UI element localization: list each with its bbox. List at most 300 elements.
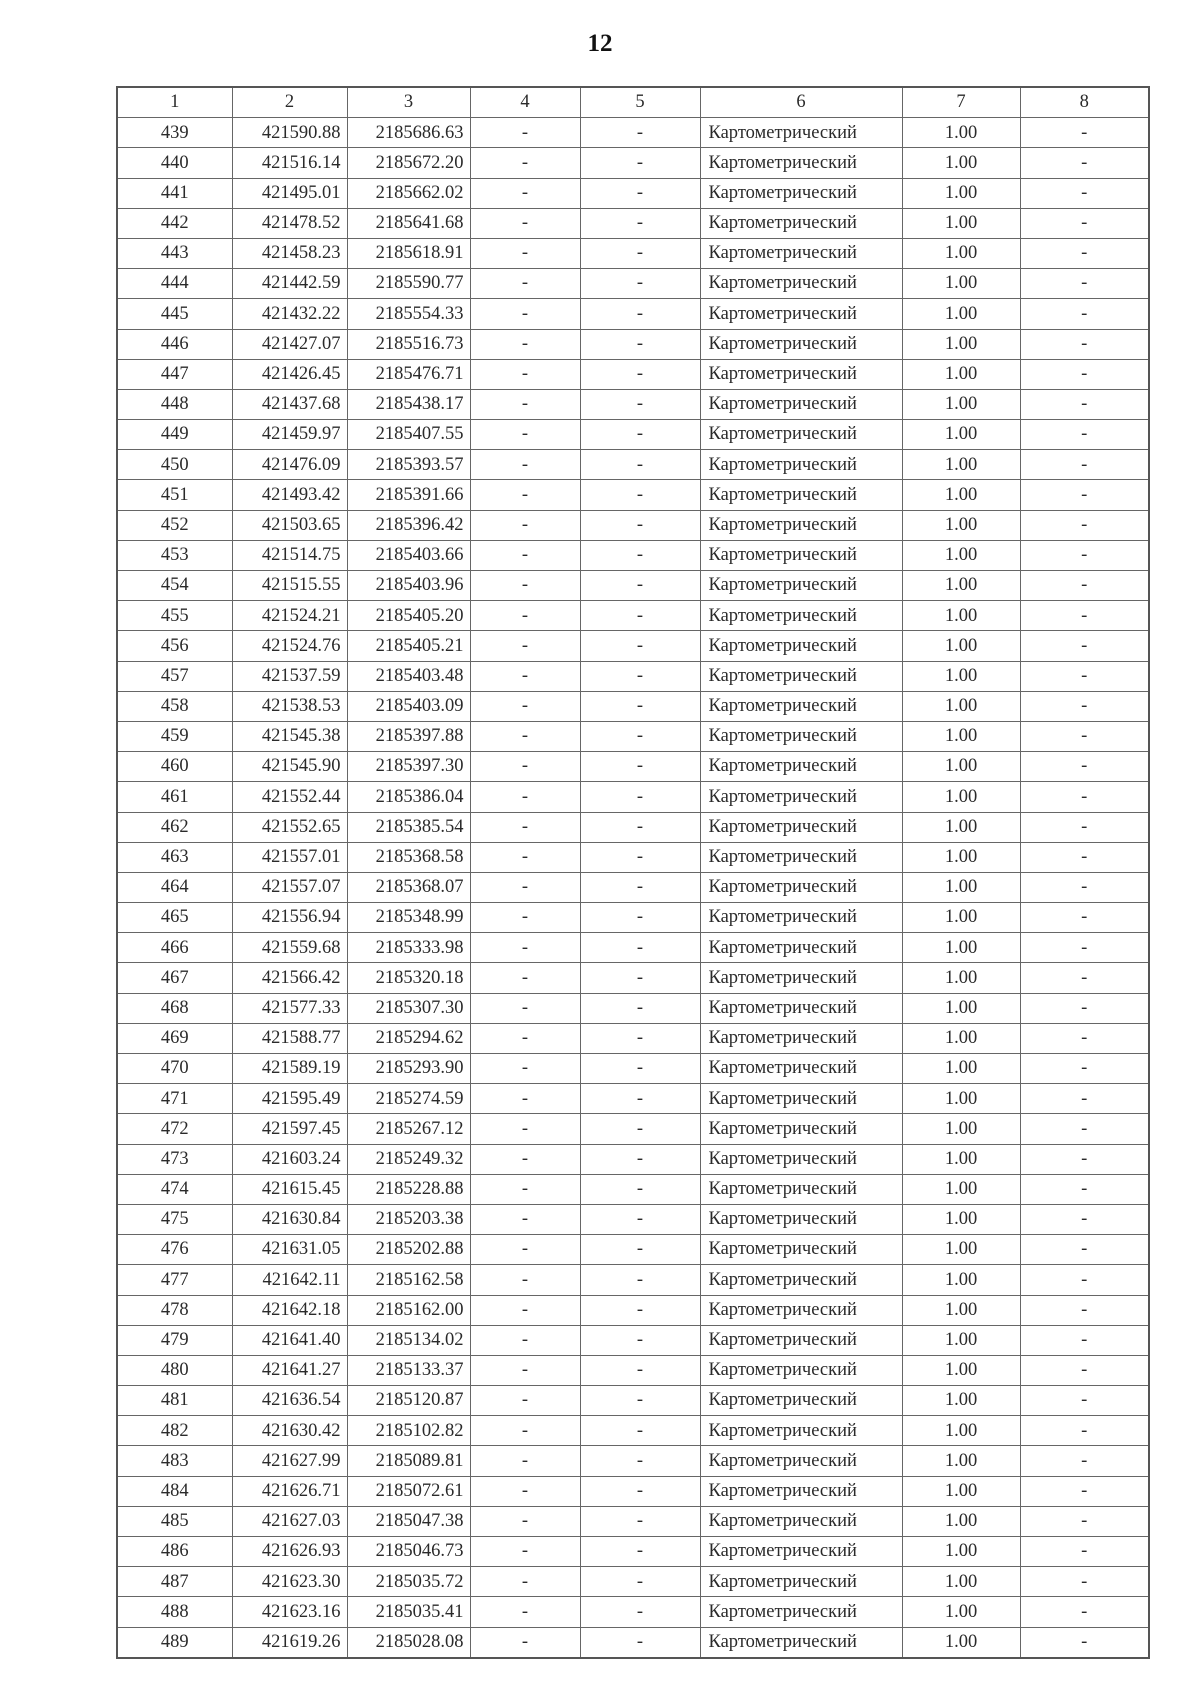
cell-method: Картометрический	[700, 1476, 902, 1506]
cell-col-4: -	[470, 963, 580, 993]
cell-y-coordinate: 2185202.88	[347, 1235, 470, 1265]
cell-accuracy: 1.00	[902, 1265, 1020, 1295]
cell-x-coordinate: 421552.44	[232, 782, 347, 812]
header-x-coordinate: 2	[232, 87, 347, 118]
cell-y-coordinate: 2185120.87	[347, 1386, 470, 1416]
table-row	[117, 812, 1149, 842]
cell-col-4: -	[470, 842, 580, 872]
cell-y-coordinate: 2185396.42	[347, 510, 470, 540]
cell-point-number: 459	[117, 721, 232, 751]
cell-col-8: -	[1020, 963, 1149, 993]
cell-x-coordinate: 421557.01	[232, 842, 347, 872]
cell-col-8: -	[1020, 1446, 1149, 1476]
cell-col-8: -	[1020, 1235, 1149, 1265]
cell-point-number: 463	[117, 842, 232, 872]
cell-col-8: -	[1020, 510, 1149, 540]
cell-x-coordinate: 421524.76	[232, 631, 347, 661]
cell-col-5: -	[580, 510, 700, 540]
cell-col-5: -	[580, 1084, 700, 1114]
cell-point-number: 468	[117, 993, 232, 1023]
cell-col-4: -	[470, 480, 580, 510]
cell-accuracy: 1.00	[902, 1537, 1020, 1567]
cell-y-coordinate: 2185590.77	[347, 269, 470, 299]
cell-x-coordinate: 421595.49	[232, 1084, 347, 1114]
cell-col-5: -	[580, 1295, 700, 1325]
cell-accuracy: 1.00	[902, 691, 1020, 721]
cell-accuracy: 1.00	[902, 721, 1020, 751]
cell-y-coordinate: 2185320.18	[347, 963, 470, 993]
cell-col-8: -	[1020, 872, 1149, 902]
cell-col-8: -	[1020, 1265, 1149, 1295]
cell-method: Картометрический	[700, 1355, 902, 1385]
cell-method: Картометрический	[700, 1114, 902, 1144]
cell-x-coordinate: 421641.40	[232, 1325, 347, 1355]
cell-y-coordinate: 2185403.66	[347, 540, 470, 570]
cell-accuracy: 1.00	[902, 1204, 1020, 1234]
cell-col-8: -	[1020, 269, 1149, 299]
cell-x-coordinate: 421432.22	[232, 299, 347, 329]
cell-col-5: -	[580, 1476, 700, 1506]
cell-col-8: -	[1020, 1416, 1149, 1446]
cell-col-5: -	[580, 963, 700, 993]
cell-y-coordinate: 2185368.58	[347, 842, 470, 872]
cell-col-5: -	[580, 540, 700, 570]
cell-method: Картометрический	[700, 1174, 902, 1204]
cell-x-coordinate: 421589.19	[232, 1054, 347, 1084]
cell-x-coordinate: 421515.55	[232, 571, 347, 601]
cell-point-number: 465	[117, 903, 232, 933]
cell-accuracy: 1.00	[902, 903, 1020, 933]
cell-col-5: -	[580, 1416, 700, 1446]
cell-y-coordinate: 2185403.96	[347, 571, 470, 601]
table-row	[117, 329, 1149, 359]
cell-col-5: -	[580, 118, 700, 148]
cell-accuracy: 1.00	[902, 299, 1020, 329]
cell-method: Картометрический	[700, 329, 902, 359]
cell-col-4: -	[470, 1204, 580, 1234]
table-row	[117, 540, 1149, 570]
cell-method: Картометрический	[700, 1416, 902, 1446]
table-row	[117, 480, 1149, 510]
cell-point-number: 440	[117, 148, 232, 178]
cell-y-coordinate: 2185686.63	[347, 118, 470, 148]
cell-method: Картометрический	[700, 510, 902, 540]
cell-col-5: -	[580, 601, 700, 631]
cell-accuracy: 1.00	[902, 1295, 1020, 1325]
cell-col-8: -	[1020, 661, 1149, 691]
cell-point-number: 469	[117, 1023, 232, 1053]
cell-y-coordinate: 2185249.32	[347, 1144, 470, 1174]
cell-method: Картометрический	[700, 1537, 902, 1567]
cell-col-5: -	[580, 812, 700, 842]
cell-col-5: -	[580, 842, 700, 872]
cell-col-8: -	[1020, 118, 1149, 148]
cell-col-8: -	[1020, 148, 1149, 178]
cell-col-5: -	[580, 1023, 700, 1053]
cell-y-coordinate: 2185662.02	[347, 178, 470, 208]
cell-x-coordinate: 421642.18	[232, 1295, 347, 1325]
cell-point-number: 476	[117, 1235, 232, 1265]
cell-method: Картометрический	[700, 420, 902, 450]
cell-x-coordinate: 421559.68	[232, 933, 347, 963]
cell-col-4: -	[470, 571, 580, 601]
cell-col-8: -	[1020, 1627, 1149, 1658]
cell-accuracy: 1.00	[902, 1627, 1020, 1658]
cell-col-4: -	[470, 782, 580, 812]
table-row	[117, 238, 1149, 268]
cell-col-5: -	[580, 1144, 700, 1174]
cell-x-coordinate: 421626.93	[232, 1537, 347, 1567]
table-row	[117, 842, 1149, 872]
cell-col-4: -	[470, 721, 580, 751]
cell-col-5: -	[580, 299, 700, 329]
cell-x-coordinate: 421426.45	[232, 359, 347, 389]
cell-point-number: 455	[117, 601, 232, 631]
cell-x-coordinate: 421459.97	[232, 420, 347, 450]
cell-accuracy: 1.00	[902, 1054, 1020, 1084]
cell-method: Картометрический	[700, 1567, 902, 1597]
cell-col-4: -	[470, 1174, 580, 1204]
cell-col-5: -	[580, 782, 700, 812]
cell-method: Картометрический	[700, 540, 902, 570]
cell-y-coordinate: 2185203.38	[347, 1204, 470, 1234]
cell-point-number: 466	[117, 933, 232, 963]
table-row	[117, 903, 1149, 933]
cell-method: Картометрический	[700, 299, 902, 329]
cell-method: Картометрический	[700, 118, 902, 148]
cell-col-8: -	[1020, 631, 1149, 661]
cell-y-coordinate: 2185554.33	[347, 299, 470, 329]
cell-col-4: -	[470, 1023, 580, 1053]
cell-method: Картометрический	[700, 601, 902, 631]
cell-method: Картометрический	[700, 480, 902, 510]
cell-accuracy: 1.00	[902, 1446, 1020, 1476]
cell-x-coordinate: 421545.90	[232, 752, 347, 782]
cell-y-coordinate: 2185294.62	[347, 1023, 470, 1053]
cell-accuracy: 1.00	[902, 178, 1020, 208]
cell-col-5: -	[580, 1265, 700, 1295]
cell-col-8: -	[1020, 1295, 1149, 1325]
cell-col-8: -	[1020, 178, 1149, 208]
table-row	[117, 1416, 1149, 1446]
table-row	[117, 1355, 1149, 1385]
cell-col-8: -	[1020, 1567, 1149, 1597]
cell-y-coordinate: 2185516.73	[347, 329, 470, 359]
cell-x-coordinate: 421627.99	[232, 1446, 347, 1476]
cell-x-coordinate: 421427.07	[232, 329, 347, 359]
cell-x-coordinate: 421514.75	[232, 540, 347, 570]
table-row	[117, 601, 1149, 631]
table-row	[117, 1325, 1149, 1355]
cell-x-coordinate: 421476.09	[232, 450, 347, 480]
cell-col-5: -	[580, 450, 700, 480]
cell-point-number: 489	[117, 1627, 232, 1658]
cell-point-number: 472	[117, 1114, 232, 1144]
cell-col-8: -	[1020, 1506, 1149, 1536]
cell-point-number: 439	[117, 118, 232, 148]
cell-col-4: -	[470, 1416, 580, 1446]
cell-point-number: 448	[117, 389, 232, 419]
cell-col-5: -	[580, 389, 700, 419]
cell-method: Картометрический	[700, 721, 902, 751]
cell-col-4: -	[470, 1567, 580, 1597]
table-row	[117, 661, 1149, 691]
table-row	[117, 1054, 1149, 1084]
header-row	[117, 87, 1149, 118]
cell-x-coordinate: 421627.03	[232, 1506, 347, 1536]
cell-point-number: 488	[117, 1597, 232, 1627]
header-y-coordinate: 3	[347, 87, 470, 118]
cell-col-8: -	[1020, 540, 1149, 570]
cell-y-coordinate: 2185403.09	[347, 691, 470, 721]
table-row	[117, 1537, 1149, 1567]
cell-col-8: -	[1020, 842, 1149, 872]
cell-col-8: -	[1020, 1054, 1149, 1084]
cell-y-coordinate: 2185393.57	[347, 450, 470, 480]
cell-accuracy: 1.00	[902, 1084, 1020, 1114]
table-row	[117, 1144, 1149, 1174]
cell-x-coordinate: 421495.01	[232, 178, 347, 208]
cell-method: Картометрический	[700, 1597, 902, 1627]
table-row	[117, 178, 1149, 208]
cell-y-coordinate: 2185133.37	[347, 1355, 470, 1385]
cell-accuracy: 1.00	[902, 993, 1020, 1023]
cell-method: Картометрический	[700, 1204, 902, 1234]
cell-col-5: -	[580, 1355, 700, 1385]
cell-col-4: -	[470, 993, 580, 1023]
cell-y-coordinate: 2185672.20	[347, 148, 470, 178]
header-col-4: 4	[470, 87, 580, 118]
cell-accuracy: 1.00	[902, 389, 1020, 419]
cell-col-4: -	[470, 208, 580, 238]
table-row	[117, 1265, 1149, 1295]
cell-x-coordinate: 421537.59	[232, 661, 347, 691]
cell-col-5: -	[580, 933, 700, 963]
cell-accuracy: 1.00	[902, 269, 1020, 299]
cell-accuracy: 1.00	[902, 118, 1020, 148]
cell-col-5: -	[580, 631, 700, 661]
cell-point-number: 474	[117, 1174, 232, 1204]
cell-x-coordinate: 421442.59	[232, 269, 347, 299]
cell-accuracy: 1.00	[902, 329, 1020, 359]
cell-point-number: 453	[117, 540, 232, 570]
cell-col-8: -	[1020, 933, 1149, 963]
cell-accuracy: 1.00	[902, 963, 1020, 993]
cell-col-8: -	[1020, 601, 1149, 631]
cell-x-coordinate: 421538.53	[232, 691, 347, 721]
cell-x-coordinate: 421623.30	[232, 1567, 347, 1597]
cell-col-5: -	[580, 1597, 700, 1627]
table-row	[117, 208, 1149, 238]
cell-method: Картометрический	[700, 661, 902, 691]
cell-col-8: -	[1020, 1204, 1149, 1234]
cell-col-5: -	[580, 1235, 700, 1265]
cell-col-4: -	[470, 1265, 580, 1295]
cell-x-coordinate: 421603.24	[232, 1144, 347, 1174]
cell-method: Картометрический	[700, 208, 902, 238]
cell-col-4: -	[470, 1386, 580, 1416]
cell-col-4: -	[470, 872, 580, 902]
cell-y-coordinate: 2185438.17	[347, 389, 470, 419]
cell-point-number: 460	[117, 752, 232, 782]
table-row	[117, 299, 1149, 329]
table-row	[117, 963, 1149, 993]
cell-accuracy: 1.00	[902, 1506, 1020, 1536]
table-row	[117, 450, 1149, 480]
cell-method: Картометрический	[700, 842, 902, 872]
cell-col-8: -	[1020, 571, 1149, 601]
cell-y-coordinate: 2185397.88	[347, 721, 470, 751]
cell-y-coordinate: 2185293.90	[347, 1054, 470, 1084]
table-row	[117, 1627, 1149, 1658]
cell-point-number: 477	[117, 1265, 232, 1295]
cell-y-coordinate: 2185407.55	[347, 420, 470, 450]
cell-x-coordinate: 421630.42	[232, 1416, 347, 1446]
cell-col-4: -	[470, 933, 580, 963]
cell-accuracy: 1.00	[902, 1476, 1020, 1506]
cell-point-number: 467	[117, 963, 232, 993]
cell-x-coordinate: 421615.45	[232, 1174, 347, 1204]
cell-col-5: -	[580, 238, 700, 268]
table-row	[117, 148, 1149, 178]
cell-col-5: -	[580, 752, 700, 782]
cell-y-coordinate: 2185641.68	[347, 208, 470, 238]
cell-accuracy: 1.00	[902, 540, 1020, 570]
cell-accuracy: 1.00	[902, 842, 1020, 872]
cell-method: Картометрический	[700, 1144, 902, 1174]
table-row	[117, 1023, 1149, 1053]
cell-point-number: 449	[117, 420, 232, 450]
cell-col-5: -	[580, 359, 700, 389]
cell-y-coordinate: 2185035.72	[347, 1567, 470, 1597]
cell-method: Картометрический	[700, 631, 902, 661]
cell-col-8: -	[1020, 721, 1149, 751]
cell-x-coordinate: 421516.14	[232, 148, 347, 178]
page-number: 12	[587, 30, 613, 57]
cell-col-5: -	[580, 420, 700, 450]
cell-col-5: -	[580, 993, 700, 1023]
cell-col-4: -	[470, 1144, 580, 1174]
cell-method: Картометрический	[700, 1325, 902, 1355]
cell-col-4: -	[470, 178, 580, 208]
cell-accuracy: 1.00	[902, 752, 1020, 782]
cell-col-4: -	[470, 359, 580, 389]
header-method: 6	[700, 87, 902, 118]
cell-col-8: -	[1020, 1084, 1149, 1114]
cell-col-4: -	[470, 1446, 580, 1476]
cell-col-8: -	[1020, 993, 1149, 1023]
cell-method: Картометрический	[700, 1084, 902, 1114]
cell-method: Картометрический	[700, 359, 902, 389]
table-row	[117, 1386, 1149, 1416]
cell-point-number: 483	[117, 1446, 232, 1476]
cell-point-number: 473	[117, 1144, 232, 1174]
cell-x-coordinate: 421597.45	[232, 1114, 347, 1144]
cell-col-5: -	[580, 1506, 700, 1536]
cell-method: Картометрический	[700, 1446, 902, 1476]
table-row	[117, 1235, 1149, 1265]
table-row	[117, 721, 1149, 751]
cell-point-number: 445	[117, 299, 232, 329]
cell-col-8: -	[1020, 812, 1149, 842]
cell-col-4: -	[470, 812, 580, 842]
cell-col-4: -	[470, 1235, 580, 1265]
cell-col-8: -	[1020, 1114, 1149, 1144]
cell-col-4: -	[470, 601, 580, 631]
cell-point-number: 479	[117, 1325, 232, 1355]
cell-method: Картометрический	[700, 450, 902, 480]
cell-point-number: 458	[117, 691, 232, 721]
cell-col-5: -	[580, 1627, 700, 1658]
cell-col-4: -	[470, 450, 580, 480]
table-row	[117, 389, 1149, 419]
cell-point-number: 484	[117, 1476, 232, 1506]
cell-point-number: 457	[117, 661, 232, 691]
cell-y-coordinate: 2185047.38	[347, 1506, 470, 1536]
cell-accuracy: 1.00	[902, 450, 1020, 480]
cell-x-coordinate: 421437.68	[232, 389, 347, 419]
cell-point-number: 443	[117, 238, 232, 268]
cell-method: Картометрический	[700, 903, 902, 933]
cell-point-number: 487	[117, 1567, 232, 1597]
cell-accuracy: 1.00	[902, 420, 1020, 450]
cell-method: Картометрический	[700, 1386, 902, 1416]
cell-col-4: -	[470, 1597, 580, 1627]
cell-col-4: -	[470, 1627, 580, 1658]
table-row	[117, 359, 1149, 389]
table-row	[117, 510, 1149, 540]
cell-point-number: 470	[117, 1054, 232, 1084]
cell-col-8: -	[1020, 299, 1149, 329]
cell-point-number: 475	[117, 1204, 232, 1234]
cell-col-4: -	[470, 1295, 580, 1325]
cell-accuracy: 1.00	[902, 1144, 1020, 1174]
cell-y-coordinate: 2185391.66	[347, 480, 470, 510]
cell-method: Картометрический	[700, 1023, 902, 1053]
cell-method: Картометрический	[700, 238, 902, 268]
cell-point-number: 461	[117, 782, 232, 812]
cell-col-8: -	[1020, 450, 1149, 480]
table-row	[117, 933, 1149, 963]
cell-accuracy: 1.00	[902, 1416, 1020, 1446]
cell-x-coordinate: 421626.71	[232, 1476, 347, 1506]
cell-x-coordinate: 421566.42	[232, 963, 347, 993]
table-row	[117, 571, 1149, 601]
cell-col-4: -	[470, 903, 580, 933]
cell-method: Картометрический	[700, 1235, 902, 1265]
cell-col-8: -	[1020, 1476, 1149, 1506]
table-row	[117, 118, 1149, 148]
cell-x-coordinate: 421493.42	[232, 480, 347, 510]
cell-y-coordinate: 2185072.61	[347, 1476, 470, 1506]
cell-accuracy: 1.00	[902, 1597, 1020, 1627]
table-row	[117, 872, 1149, 902]
cell-col-8: -	[1020, 1144, 1149, 1174]
cell-point-number: 481	[117, 1386, 232, 1416]
cell-col-5: -	[580, 1446, 700, 1476]
cell-col-5: -	[580, 721, 700, 751]
table-row	[117, 631, 1149, 661]
cell-y-coordinate: 2185046.73	[347, 1537, 470, 1567]
cell-y-coordinate: 2185403.48	[347, 661, 470, 691]
cell-accuracy: 1.00	[902, 1386, 1020, 1416]
cell-col-8: -	[1020, 1174, 1149, 1204]
cell-col-5: -	[580, 1537, 700, 1567]
cell-col-5: -	[580, 269, 700, 299]
cell-col-4: -	[470, 118, 580, 148]
cell-accuracy: 1.00	[902, 359, 1020, 389]
cell-x-coordinate: 421503.65	[232, 510, 347, 540]
